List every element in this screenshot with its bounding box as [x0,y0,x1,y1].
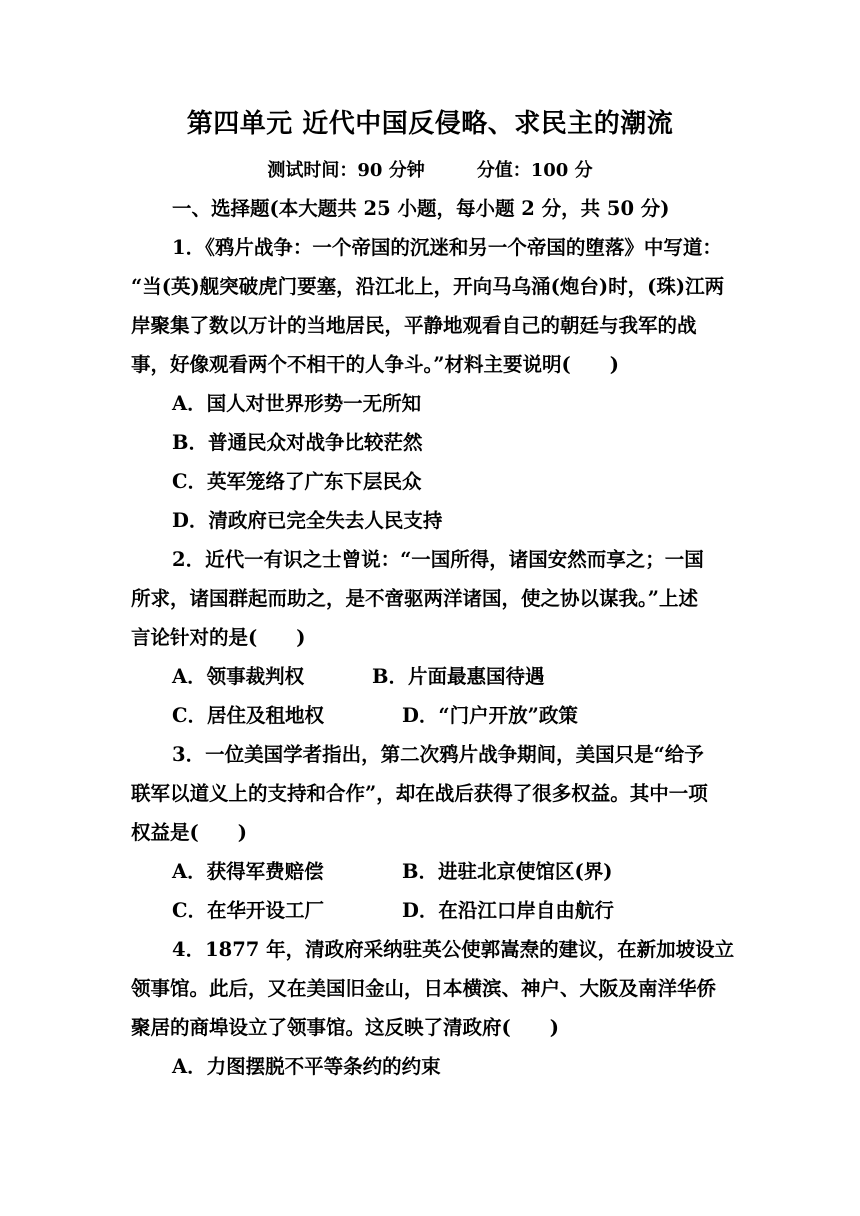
section-heading: 一、选择题(本大题共 25 小题，每小题 2 分，共 50 分) [172,197,670,220]
q3-line-2: 联军以道义上的支持和合作”，却在战后获得了很多权益。其中一项 [131,782,708,805]
test-score: 分值：100 分 [476,160,593,181]
q4-option-a: A．力图摆脱不平等条约的约束 [172,1055,441,1078]
q2-line-1: 2．近代一有识之士曾说：“一国所得，诸国安然而享之；一国 [172,548,704,571]
q4-line-2: 领事馆。此后，又在美国旧金山，日本横滨、神户、大阪及南洋华侨 [131,977,717,1000]
q1-option-a: A．国人对世界形势一无所知 [172,392,422,415]
q3-line-3: 权益是( ) [131,821,247,844]
q4-line-3: 聚居的商埠设立了领事馆。这反映了清政府( ) [131,1016,559,1039]
q1-line-3: 岸聚集了数以万计的当地居民，平静地观看自己的朝廷与我军的战 [131,314,697,337]
q3-option-c: C．在华开设工厂 [172,899,325,922]
q1-line-2: “当(英)舰突破虎门要塞，沿江北上，开向马乌涌(炮台)时，(珠)江两 [131,275,725,298]
q1-option-d: D．清政府已完全失去人民支持 [172,509,443,532]
test-meta [0,156,860,182]
q1-option-b: B．普通民众对战争比较茫然 [172,431,423,454]
q1-line-4: 事，好像观看两个不相干的人争斗。”材料主要说明( ) [131,353,619,376]
q1-option-c: C．英军笼络了广东下层民众 [172,470,422,493]
q2-option-d: D．“门户开放”政策 [402,704,578,727]
page-title: 第四单元 近代中国反侵略、求民主的潮流 [186,109,674,139]
q2-option-a: A．领事裁判权 [172,665,305,688]
q1-line-1: 1．《鸦片战争：一个帝国的沉迷和另一个帝国的堕落》中写道： [172,236,722,259]
q3-option-a: A．获得军费赔偿 [172,860,324,883]
q2-option-b: B．片面最惠国待遇 [372,665,545,688]
q2-line-2: 所求，诸国群起而助之，是不啻驱两洋诸国，使之协以谋我。”上述 [131,587,698,610]
q2-line-3: 言论针对的是( ) [131,626,306,649]
test-time: 测试时间：90 分钟 [267,160,425,181]
q2-option-c: C．居住及租地权 [172,704,325,727]
q4-line-1: 4．1877 年，清政府采纳驻英公使郭嵩焘的建议，在新加坡设立 [172,938,735,961]
q3-option-d: D．在沿江口岸自由航行 [402,899,614,922]
q3-option-b: B．进驻北京使馆区(界) [402,860,613,883]
q3-line-1: 3．一位美国学者指出，第二次鸦片战争期间，美国只是“给予 [172,743,704,766]
